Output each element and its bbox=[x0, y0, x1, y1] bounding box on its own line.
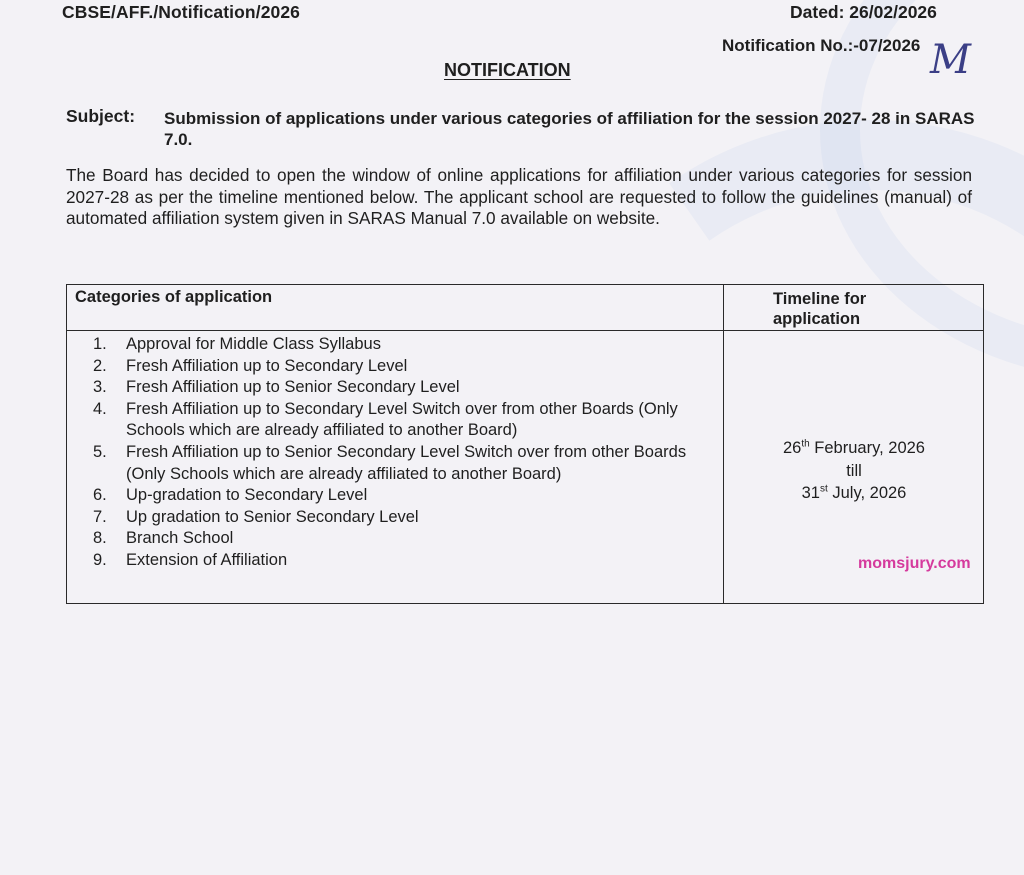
categories-table bbox=[66, 284, 984, 604]
notification-number: Notification No.:-07/2026 bbox=[722, 36, 921, 55]
item-number: 2. bbox=[93, 356, 107, 375]
start-suffix: th bbox=[801, 438, 810, 450]
item-text: Branch School bbox=[126, 529, 234, 548]
timeline-connector: till bbox=[846, 461, 862, 480]
end-suffix: st bbox=[819, 483, 828, 495]
header-row-divider bbox=[67, 330, 983, 331]
timeline-start bbox=[723, 437, 985, 460]
item-number: 4. bbox=[93, 399, 107, 418]
item-text: Up gradation to Senior Secondary Level bbox=[126, 507, 419, 526]
end-day: 31 bbox=[801, 484, 820, 502]
list-item bbox=[93, 399, 723, 442]
subject-text: Submission of applications under various categories of affiliation for the session 2027- 28 in SARAS 7.0. bbox=[164, 109, 975, 149]
item-text: Fresh Affiliation up to Senior Secondary Level bbox=[126, 378, 460, 397]
subject-label: Subject: bbox=[66, 106, 136, 126]
watermark: momsjury.com bbox=[858, 555, 971, 572]
list-item bbox=[93, 377, 723, 399]
item-text: Fresh Affiliation up to Senior Secondary Level Switch over from other Boards (Only Schools which are already affiliated to another Board) bbox=[126, 442, 687, 483]
item-number: 6. bbox=[93, 486, 107, 505]
header-timeline: Timeline for application bbox=[773, 290, 867, 328]
item-text: Fresh Affiliation up to Secondary Level Switch over from other Boards (Only Schools which are already affiliated to another Board) bbox=[126, 399, 678, 440]
start-rest: February, 2026 bbox=[814, 439, 925, 457]
list-item bbox=[93, 334, 723, 356]
item-text: Fresh Affiliation up to Secondary Level bbox=[126, 356, 408, 375]
intro-paragraph: The Board has decided to open the window of online applications for affiliation under various categories for session 2027-28 as per the timeline mentioned below. The applicant school are requested to follow the guidelines (manual) of automated affiliation system given in SARAS Manual 7.0 available on website. bbox=[66, 165, 972, 228]
item-number: 7. bbox=[93, 507, 107, 526]
categories-list bbox=[93, 334, 723, 572]
list-item bbox=[93, 356, 723, 378]
item-text: Extension of Affiliation bbox=[126, 550, 288, 569]
list-item bbox=[93, 507, 723, 529]
list-item bbox=[93, 442, 723, 485]
timeline-end bbox=[723, 482, 985, 505]
item-number: 5. bbox=[93, 442, 107, 461]
header-categories: Categories of application bbox=[75, 288, 273, 306]
page-title: NOTIFICATION bbox=[444, 60, 571, 80]
start-day: 26 bbox=[783, 439, 802, 457]
date: Dated: 26/02/2026 bbox=[790, 2, 937, 22]
list-item bbox=[93, 528, 723, 550]
item-text: Approval for Middle Class Syllabus bbox=[126, 335, 381, 353]
timeline-value bbox=[723, 437, 985, 505]
item-text: Up-gradation to Secondary Level bbox=[126, 486, 368, 505]
logo-m-icon: M bbox=[930, 37, 971, 83]
end-rest: July, 2026 bbox=[832, 484, 907, 502]
item-number: 8. bbox=[93, 529, 107, 548]
list-item bbox=[93, 550, 723, 572]
item-number: 1. bbox=[93, 335, 107, 353]
reference-number: CBSE/AFF./Notification/2026 bbox=[62, 2, 301, 22]
item-number: 9. bbox=[93, 550, 107, 569]
list-item bbox=[93, 485, 723, 507]
item-number: 3. bbox=[93, 378, 107, 397]
